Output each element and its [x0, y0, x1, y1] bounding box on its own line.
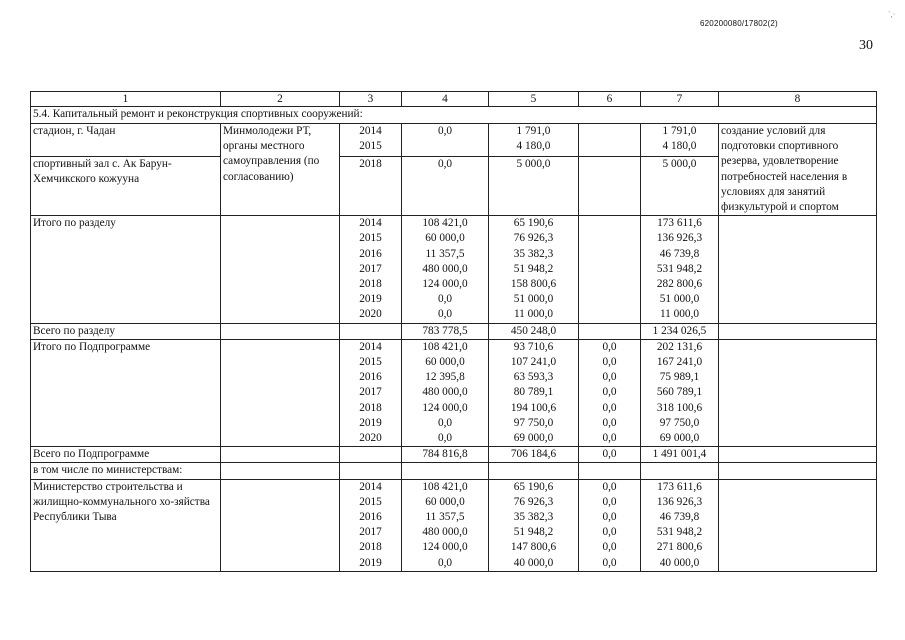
ministry-construction-col4-value: 60 000,0 — [425, 495, 465, 508]
subprogram-total-years-value: 2016 — [359, 371, 382, 384]
ministry-construction-col6 — [579, 479, 641, 571]
section-total-col4-value: 0,0 — [437, 308, 453, 321]
header-col-3: 3 — [340, 92, 402, 107]
subprogram-grand-col6: 0,0 — [579, 447, 641, 463]
section-total-years-value: 2018 — [359, 278, 382, 291]
table-row — [31, 479, 877, 571]
empty-cell — [641, 463, 719, 479]
stadium-col5-value: 4 180,0 — [516, 140, 551, 153]
ministry-construction-years-value: 2017 — [359, 526, 382, 539]
section-title-row — [31, 107, 877, 124]
ministry-construction-col4-value: 124 000,0 — [422, 541, 468, 554]
subprogram-total-col7-value: 167 241,0 — [656, 356, 703, 369]
empty-cell — [221, 479, 340, 571]
header-col-6: 6 — [579, 92, 641, 107]
empty-cell — [221, 463, 340, 479]
section-total-col6-value — [581, 277, 638, 292]
subprogram-total-col5-value: 69 000,0 — [513, 432, 554, 445]
ministry-construction-col7 — [641, 479, 719, 571]
subprogram-total-col5 — [489, 339, 579, 446]
subprogram-total-col7-value: 69 000,0 — [659, 432, 700, 445]
subprogram-total-col4-value: 12 395,8 — [425, 371, 465, 384]
empty-cell — [719, 463, 877, 479]
section-total-years-value: 2016 — [359, 247, 382, 260]
empty-cell — [221, 216, 340, 323]
gym-col6 — [579, 157, 641, 216]
section-grand-col7: 1 234 026,5 — [641, 323, 719, 339]
section-total-years-value: 2017 — [359, 262, 382, 275]
subprogram-total-col7-value: 202 131,6 — [656, 340, 703, 353]
subprogram-total-col6-value: 0,0 — [602, 356, 617, 369]
section-total-col7 — [641, 216, 719, 323]
ministry-construction-col6-value: 0,0 — [602, 541, 617, 554]
stadium-col6-value — [581, 124, 638, 139]
subprogram-total-col4-value: 0,0 — [437, 416, 453, 429]
ministry-construction-years-value: 2016 — [359, 511, 382, 524]
stadium-years-value: 2015 — [359, 140, 382, 153]
section-total-col5 — [489, 216, 579, 323]
section-total-col6-value — [581, 262, 638, 277]
section-total-col6-value — [581, 247, 638, 262]
gym-years — [340, 157, 402, 216]
ministry-construction-col6-value: 0,0 — [602, 526, 617, 539]
subprogram-total-col6-value: 0,0 — [602, 386, 617, 399]
ministry-construction-col5-value: 40 000,0 — [513, 556, 554, 569]
header-col-8: 8 — [719, 92, 877, 107]
ministry-construction-col7-value: 173 611,6 — [657, 480, 702, 493]
empty-cell — [340, 323, 402, 339]
stadium-col6 — [579, 124, 641, 157]
stadium-years-value: 2014 — [359, 125, 382, 137]
ministry-construction-col7-value: 46 739,8 — [659, 511, 700, 524]
section-total-years — [340, 216, 402, 323]
ministry-construction-col5-value: 147 800,6 — [510, 541, 557, 554]
gym-col7 — [641, 157, 719, 216]
empty-cell — [340, 447, 402, 463]
stadium-col5-value: 1 791,0 — [516, 125, 551, 137]
ministry-construction-col7-value: 40 000,0 — [659, 556, 700, 569]
ministry-construction-years-value: 2015 — [359, 495, 382, 508]
subprogram-total-col6-value: 0,0 — [602, 340, 617, 353]
subprogram-total-col5-value: 80 789,1 — [513, 386, 554, 399]
section-total-col5-value: 158 800,6 — [510, 278, 557, 291]
subprogram-total-col5-value: 107 241,0 — [510, 356, 557, 369]
empty-cell — [719, 447, 877, 463]
subprogram-total-years-value: 2015 — [359, 356, 382, 369]
subprogram-total-col4-value: 60 000,0 — [425, 356, 465, 369]
header-col-7: 7 — [641, 92, 719, 107]
ministry-construction-col4-value: 11 357,5 — [425, 511, 465, 524]
header-col-5: 5 — [489, 92, 579, 107]
ministry-construction-years-value: 2014 — [359, 480, 382, 493]
subprogram-total-col7-value: 75 989,1 — [659, 371, 700, 384]
stadium-col5 — [489, 124, 579, 157]
table-row — [31, 216, 877, 323]
section-total-col5-value: 65 190,6 — [513, 217, 554, 230]
subprogram-grand-col5: 706 184,6 — [489, 447, 579, 463]
ministry-construction-col4-value: 108 421,0 — [422, 480, 468, 493]
gym-name: спортивный зал с. Ак Барун-Хемчикского кожууна — [31, 157, 221, 216]
section-total-col5-value: 11 000,0 — [513, 308, 554, 321]
result-cell: создание условий для подготовки спортивного резерва, удовлетворение потребностей населения в условиях для занятий физкультурой и спортом — [719, 124, 877, 216]
stadium-col4 — [402, 124, 489, 157]
table-row — [31, 124, 877, 157]
section-total-years-value: 2020 — [359, 308, 382, 321]
section-total-years-value: 2015 — [359, 232, 382, 245]
ministry-construction-col4 — [402, 479, 489, 571]
ministry-construction-col5 — [489, 479, 579, 571]
corner-mark: `,· — [888, 10, 896, 19]
section-total-col4-value: 480 000,0 — [422, 262, 468, 275]
empty-cell — [489, 463, 579, 479]
ministry-construction-col7-value: 271 800,6 — [656, 541, 703, 554]
section-total-col7-value: 51 000,0 — [659, 293, 700, 306]
section-grand-col4: 783 778,5 — [402, 323, 489, 339]
section-total-col6 — [579, 216, 641, 323]
gym-years-value: 2018 — [359, 158, 382, 171]
subprogram-total-years — [340, 339, 402, 446]
subprogram-total-years-value: 2017 — [359, 386, 382, 399]
section-grand-label: Всего по разделу — [31, 323, 221, 339]
section-total-col4-value: 108 421,0 — [422, 217, 468, 230]
ministry-construction-col5-value: 65 190,6 — [513, 480, 554, 493]
section-total-col4-value: 0,0 — [437, 293, 453, 306]
subprogram-total-col7-value: 560 789,1 — [656, 386, 703, 399]
executor-cell: Минмолодежи РТ, органы местного самоуправления (по согласованию) — [221, 124, 340, 216]
section-total-years-value: 2019 — [359, 293, 382, 306]
section-total-col7-value: 173 611,6 — [657, 217, 702, 230]
ministry-construction-col6-value: 0,0 — [602, 556, 617, 569]
empty-cell — [719, 216, 877, 323]
section-total-col5-value: 51 000,0 — [513, 293, 554, 306]
subprogram-total-col6-value: 0,0 — [602, 371, 617, 384]
ministry-construction-years-value: 2019 — [359, 556, 382, 569]
ministry-construction-col7-value: 531 948,2 — [656, 526, 703, 539]
gym-col6-value — [581, 157, 638, 172]
section-total-col4-value: 124 000,0 — [422, 278, 468, 291]
subprogram-grand-label: Всего по Подпрограмме — [31, 447, 221, 463]
ministries-label: в том числе по министерствам: — [31, 463, 221, 479]
section-total-col7-value: 11 000,0 — [659, 308, 700, 321]
empty-cell — [221, 447, 340, 463]
gym-col5 — [489, 157, 579, 216]
subprogram-total-years-value: 2018 — [359, 401, 382, 414]
ministry-construction-col4-value: 0,0 — [437, 556, 453, 569]
page-number: 30 — [859, 38, 873, 53]
table-row — [31, 339, 877, 446]
section-total-col7-value: 282 800,6 — [656, 278, 703, 291]
section-total-col6-value — [581, 231, 638, 246]
subprogram-grand-col7: 1 491 001,4 — [641, 447, 719, 463]
section-title: 5.4. Капитальный ремонт и реконструкция спортивных сооружений: — [31, 107, 877, 124]
section-total-col4-value: 11 357,5 — [425, 247, 465, 260]
stadium-col7-value: 1 791,0 — [662, 125, 697, 137]
subprogram-total-col5-value: 93 710,6 — [513, 340, 554, 353]
stadium-col7-value: 4 180,0 — [662, 140, 697, 153]
subprogram-total-years-value: 2019 — [359, 416, 382, 429]
header-col-4: 4 — [402, 92, 489, 107]
empty-cell — [579, 463, 641, 479]
subprogram-total-col4-value: 124 000,0 — [422, 401, 468, 414]
section-total-col5-value: 35 382,3 — [513, 247, 554, 260]
stadium-col7 — [641, 124, 719, 157]
stadium-col4-value: 0,0 — [437, 125, 453, 137]
subprogram-total-col6-value: 0,0 — [602, 432, 617, 445]
ministry-construction-col6-value: 0,0 — [602, 480, 617, 493]
section-total-col7-value: 136 926,3 — [656, 232, 703, 245]
subprogram-total-col6 — [579, 339, 641, 446]
header-col-1: 1 — [31, 92, 221, 107]
table-row — [31, 323, 877, 339]
section-total-col6-value — [581, 307, 638, 322]
section-total-col6-value — [581, 292, 638, 307]
subprogram-total-col5-value: 194 100,6 — [510, 401, 557, 414]
document-id: 620200080/17802(2) — [700, 19, 778, 28]
ministry-construction-col5-value: 51 948,2 — [513, 526, 554, 539]
gym-col7-value: 5 000,0 — [662, 158, 697, 171]
subprogram-total-col4 — [402, 339, 489, 446]
table-row — [31, 447, 877, 463]
header-col-2: 2 — [221, 92, 340, 107]
subprogram-total-col6-value: 0,0 — [602, 401, 617, 414]
ministry-construction-col5-value: 76 926,3 — [513, 495, 554, 508]
subprogram-total-col7-value: 318 100,6 — [656, 401, 703, 414]
ministry-construction-col6-value: 0,0 — [602, 495, 617, 508]
subprogram-total-col4-value: 108 421,0 — [422, 340, 468, 353]
gym-col4 — [402, 157, 489, 216]
subprogram-total-years-value: 2014 — [359, 340, 382, 353]
empty-cell — [221, 323, 340, 339]
gym-col5-value: 5 000,0 — [516, 158, 551, 171]
section-total-col6-value — [581, 216, 638, 231]
empty-cell — [340, 463, 402, 479]
section-grand-col6 — [579, 323, 641, 339]
section-total-label: Итого по разделу — [31, 216, 221, 323]
section-total-years-value: 2014 — [359, 217, 382, 230]
subprogram-total-col6-value: 0,0 — [602, 416, 617, 429]
empty-cell — [402, 463, 489, 479]
empty-cell — [719, 479, 877, 571]
empty-cell — [719, 323, 877, 339]
subprogram-total-col4-value: 0,0 — [437, 432, 453, 445]
section-total-col4 — [402, 216, 489, 323]
stadium-years — [340, 124, 402, 157]
header-row — [31, 92, 877, 107]
subprogram-total-col7 — [641, 339, 719, 446]
section-total-col7-value: 46 739,8 — [659, 247, 700, 260]
section-total-col5-value: 51 948,2 — [513, 262, 554, 275]
stadium-name: стадион, г. Чадан — [31, 124, 221, 157]
subprogram-total-label: Итого по Подпрограмме — [31, 339, 221, 446]
section-total-col5-value: 76 926,3 — [513, 232, 554, 245]
empty-cell — [719, 339, 877, 446]
subprogram-total-col5-value: 97 750,0 — [513, 416, 554, 429]
section-total-col7-value: 531 948,2 — [656, 262, 703, 275]
ministry-construction-col6-value: 0,0 — [602, 511, 617, 524]
stadium-col6-value — [581, 139, 638, 154]
gym-col4-value: 0,0 — [437, 158, 453, 171]
ministry-construction-years — [340, 479, 402, 571]
table-row — [31, 463, 877, 479]
ministry-construction-col5-value: 35 382,3 — [513, 511, 554, 524]
ministry-construction-col4-value: 480 000,0 — [422, 526, 468, 539]
ministry-construction-years-value: 2018 — [359, 541, 382, 554]
section-grand-col5: 450 248,0 — [489, 323, 579, 339]
ministry-construction-col7-value: 136 926,3 — [656, 495, 703, 508]
subprogram-total-col7-value: 97 750,0 — [659, 416, 700, 429]
empty-cell — [221, 339, 340, 446]
ministry-construction-name: Министерство строительства и жилищно-коммунального хо-зяйства Республики Тыва — [31, 479, 221, 571]
program-table — [30, 91, 877, 572]
subprogram-total-col4-value: 480 000,0 — [422, 386, 468, 399]
subprogram-grand-col4: 784 816,8 — [402, 447, 489, 463]
subprogram-total-years-value: 2020 — [359, 432, 382, 445]
subprogram-total-col5-value: 63 593,3 — [513, 371, 554, 384]
section-total-col4-value: 60 000,0 — [425, 232, 465, 245]
stadium-col4-value — [404, 139, 486, 154]
